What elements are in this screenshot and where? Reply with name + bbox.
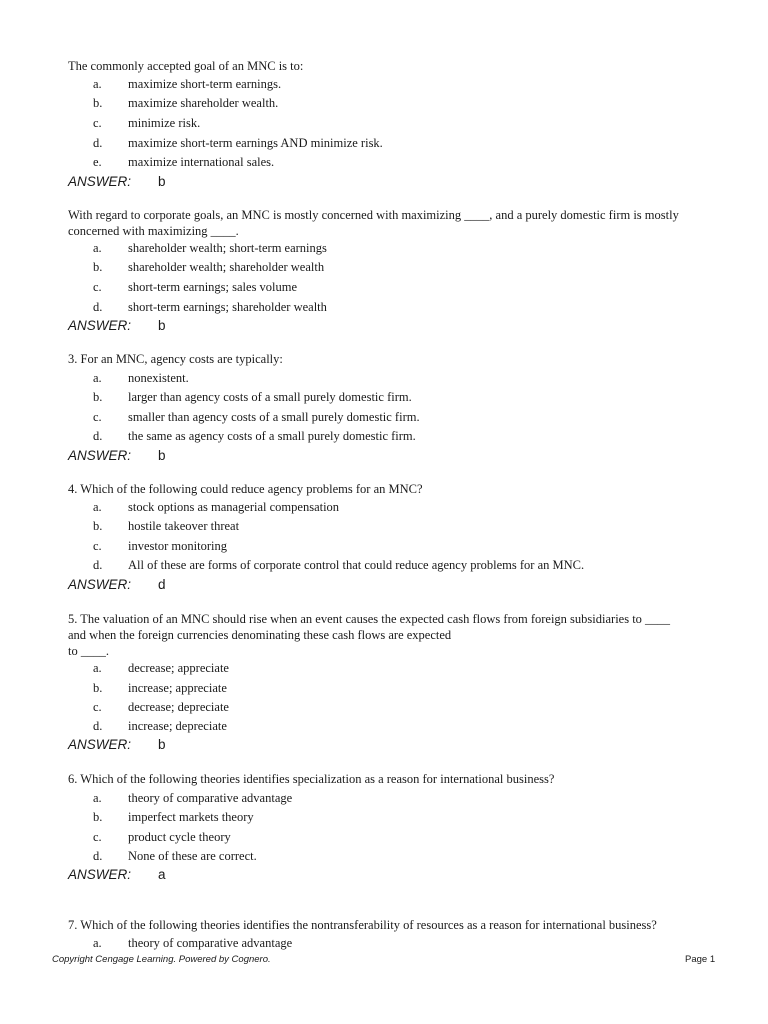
option-text: minimize risk. (128, 116, 201, 130)
option-letter: b. (93, 681, 103, 695)
option-letter: c. (93, 410, 102, 424)
option-text: increase; appreciate (128, 681, 227, 695)
option-text: hostile takeover threat (128, 519, 240, 533)
answer-label: ANSWER: (68, 737, 132, 752)
option-letter: a. (93, 241, 102, 255)
option-letter: a. (93, 661, 102, 675)
option-letter: c. (93, 539, 102, 553)
option-text: product cycle theory (128, 830, 231, 844)
option-1c (93, 116, 200, 131)
option-text: nonexistent. (128, 371, 189, 385)
option-2d (93, 300, 327, 315)
option-5a (93, 661, 229, 676)
option-letter: a. (93, 500, 102, 514)
option-text: larger than agency costs of a small purely domestic firm. (128, 390, 412, 404)
question-2-text: With regard to corporate goals, an MNC is mostly concerned with maximizing ____, and a purely domestic firm is mostly concerned with maximizing ____. (68, 208, 679, 238)
question-5-text-line-2: and when the foreign currencies denominating these cash flows are expected (68, 628, 452, 642)
option-letter: a. (93, 936, 102, 950)
option-text: smaller than agency costs of a small purely domestic firm. (128, 410, 420, 424)
option-2a (93, 241, 327, 256)
option-5d (93, 719, 227, 734)
option-text: theory of comparative advantage (128, 791, 293, 805)
option-letter: b. (93, 810, 103, 824)
option-letter: b. (93, 390, 103, 404)
option-text: maximize short-term earnings. (128, 77, 282, 91)
option-text: maximize shareholder wealth. (128, 96, 279, 110)
question-7-text: 7. Which of the following theories identifies the nontransferability of resources as a reason for international business? (68, 918, 657, 932)
option-letter: e. (93, 155, 102, 169)
option-text: maximize short-term earnings AND minimize risk. (128, 136, 383, 150)
option-6a (93, 791, 292, 806)
answer-value: b (158, 174, 166, 189)
option-text: maximize international sales. (128, 155, 275, 169)
footer-copyright: Copyright Cengage Learning. Powered by Cognero. (52, 954, 271, 965)
answer-6 (68, 867, 166, 883)
answer-value: a (158, 867, 166, 882)
option-letter: d. (93, 558, 103, 572)
answer-label: ANSWER: (68, 318, 132, 333)
option-letter: c. (93, 830, 102, 844)
option-4d (93, 558, 584, 573)
option-text: All of these are forms of corporate control that could reduce agency problems for an MNC. (128, 558, 585, 572)
question-4-text: 4. Which of the following could reduce agency problems for an MNC? (68, 482, 423, 496)
option-text: short-term earnings; shareholder wealth (128, 300, 327, 314)
option-text: shareholder wealth; short-term earnings (128, 241, 327, 255)
answer-value: b (158, 318, 166, 333)
answer-value: b (158, 448, 166, 463)
option-letter: d. (93, 429, 103, 443)
option-1d (93, 136, 383, 151)
footer-page-number: Page 1 (685, 954, 716, 965)
option-6b (93, 810, 254, 825)
option-1a (93, 77, 281, 92)
option-6c (93, 830, 231, 845)
option-letter: d. (93, 719, 103, 733)
option-letter: b. (93, 96, 103, 110)
option-letter: b. (93, 519, 103, 533)
answer-label: ANSWER: (68, 867, 132, 882)
answer-3 (68, 448, 166, 464)
option-1e (93, 155, 274, 170)
question-5-text-line-1: 5. The valuation of an MNC should rise when an event causes the expected cash flows from foreign subsidiaries to ____ (68, 612, 671, 626)
option-text: stock options as managerial compensation (128, 500, 340, 514)
option-text: investor monitoring (128, 539, 227, 553)
option-letter: d. (93, 849, 103, 863)
option-5b (93, 681, 227, 696)
option-text: theory of comparative advantage (128, 936, 293, 950)
option-2b (93, 260, 324, 275)
answer-value: b (158, 737, 166, 752)
option-7a (93, 936, 292, 951)
option-text: increase; depreciate (128, 719, 227, 733)
option-4b (93, 519, 239, 534)
answer-label: ANSWER: (68, 448, 132, 463)
option-5c (93, 700, 229, 715)
option-text: imperfect markets theory (128, 810, 254, 824)
option-text: decrease; depreciate (128, 700, 229, 714)
option-letter: c. (93, 700, 102, 714)
question-3-text: 3. For an MNC, agency costs are typically: (68, 352, 283, 366)
option-letter: a. (93, 77, 102, 91)
option-letter: a. (93, 371, 102, 385)
answer-label: ANSWER: (68, 577, 132, 592)
option-3c (93, 410, 420, 425)
option-text: decrease; appreciate (128, 661, 229, 675)
option-text: shareholder wealth; shareholder wealth (128, 260, 325, 274)
option-text: short-term earnings; sales volume (128, 280, 298, 294)
answer-2 (68, 318, 166, 334)
option-1b (93, 96, 278, 111)
option-3b (93, 390, 412, 405)
option-3a (93, 371, 189, 386)
answer-label: ANSWER: (68, 174, 132, 189)
option-text: None of these are correct. (128, 849, 257, 863)
answer-value: d (158, 577, 166, 592)
answer-4 (68, 577, 166, 593)
option-letter: c. (93, 116, 102, 130)
question-6-text: 6. Which of the following theories identifies specialization as a reason for international business? (68, 772, 555, 786)
option-text: the same as agency costs of a small purely domestic firm. (128, 429, 416, 443)
option-letter: d. (93, 300, 103, 314)
option-3d (93, 429, 416, 444)
option-letter: d. (93, 136, 103, 150)
question-1-text: The commonly accepted goal of an MNC is to: (68, 59, 304, 73)
answer-5 (68, 737, 166, 753)
answer-1 (68, 174, 166, 190)
question-5-text-line-3: to ____. (68, 644, 109, 658)
option-letter: c. (93, 280, 102, 294)
option-letter: b. (93, 260, 103, 274)
option-4a (93, 500, 339, 515)
option-letter: a. (93, 791, 102, 805)
option-2c (93, 280, 297, 295)
option-6d (93, 849, 257, 864)
option-4c (93, 539, 227, 554)
